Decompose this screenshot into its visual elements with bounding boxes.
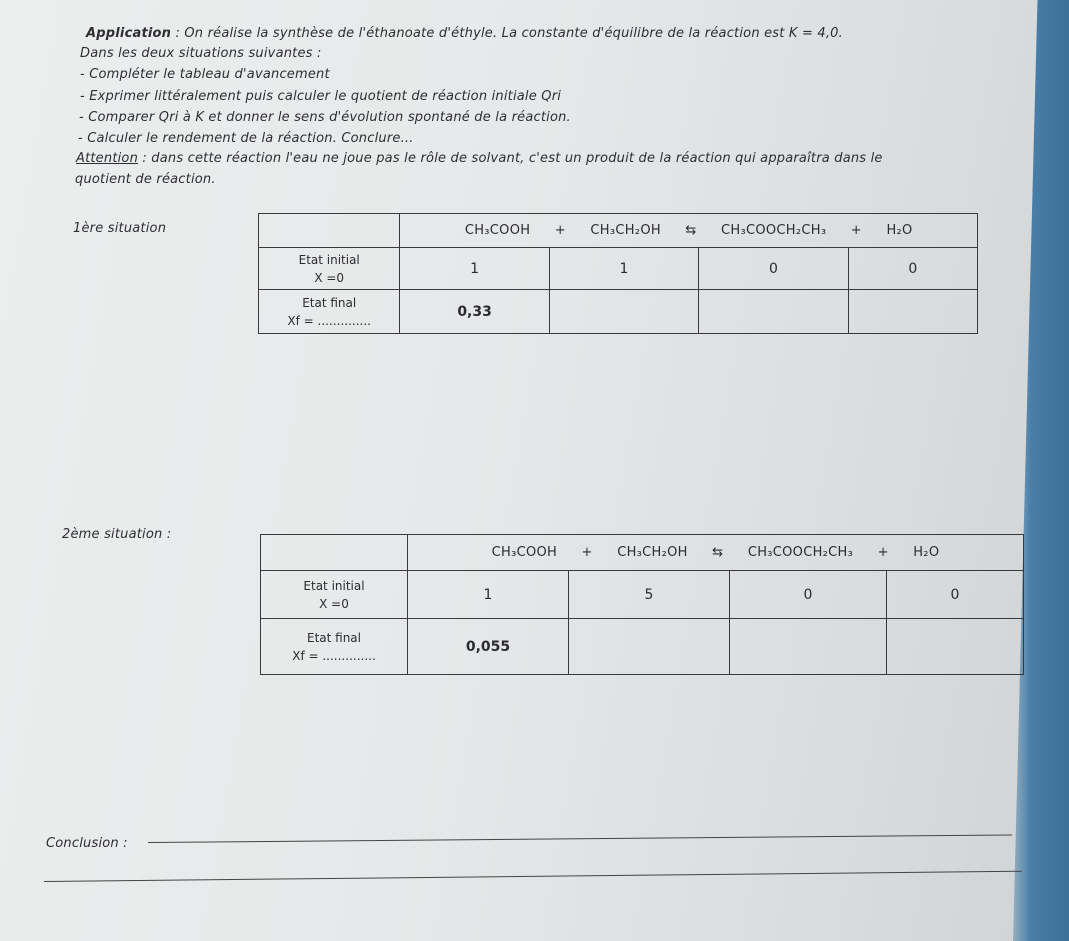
situation-2-label: 2ème situation : xyxy=(62,527,172,542)
intro-line-2: Dans les deux situations suivantes : xyxy=(80,46,322,61)
initial-state-cell xyxy=(259,248,400,290)
bullet-3: - Comparer Qri à K et donner le sens d'évolution spontané de la réaction. xyxy=(79,110,571,125)
equilibrium-arrow-icon: ⇆ xyxy=(685,223,697,238)
situation-1-label: 1ère situation xyxy=(73,221,167,236)
final-value-blank[interactable] xyxy=(569,619,730,675)
attention-continued: quotient de réaction. xyxy=(75,172,216,187)
equilibrium-arrow-icon: ⇆ xyxy=(712,545,724,560)
initial-state-label: Etat initial xyxy=(298,252,360,267)
initial-value: 0 xyxy=(887,571,1024,619)
bullet-1: - Compléter le tableau d'avancement xyxy=(80,67,330,82)
reactant-alcohol: CH₃CH₂OH xyxy=(617,545,688,560)
final-state-cell xyxy=(261,619,408,675)
final-state-label: Etat final xyxy=(302,295,357,310)
final-value-blank[interactable] xyxy=(848,290,977,334)
initial-state-label: Etat initial xyxy=(303,578,365,593)
reactant-acid: CH₃COOH xyxy=(491,545,558,560)
plus-sign: + xyxy=(581,545,593,560)
reactant-acid: CH₃COOH xyxy=(464,223,531,238)
initial-value: 0 xyxy=(730,571,887,619)
final-value-blank[interactable] xyxy=(549,290,698,334)
equation-row xyxy=(400,214,978,248)
final-state-cell xyxy=(259,290,400,334)
final-value: 0,055 xyxy=(408,619,569,675)
initial-value: 1 xyxy=(549,248,698,290)
plus-sign: + xyxy=(850,223,862,238)
plus-sign: + xyxy=(554,223,566,238)
attention-label: Attention xyxy=(76,151,139,166)
product-ester: CH₃COOCH₂CH₃ xyxy=(721,223,827,238)
bullet-4: - Calculer le rendement de la réaction. Conclure... xyxy=(78,131,414,146)
initial-x: X =0 xyxy=(319,596,349,611)
product-water: H₂O xyxy=(886,223,913,238)
initial-value: 5 xyxy=(569,571,730,619)
application-text: : On réalise la synthèse de l'éthanoate d'éthyle. La constante d'équilibre de la réaction est K = 4,0. xyxy=(171,26,843,41)
final-value: 0,33 xyxy=(400,290,549,334)
product-ester: CH₃COOCH₂CH₃ xyxy=(747,545,854,560)
initial-value: 1 xyxy=(400,248,549,290)
final-value-blank[interactable] xyxy=(699,290,848,334)
attention-line xyxy=(76,151,883,166)
conclusion-label: Conclusion : xyxy=(46,836,128,851)
final-x-blank[interactable]: Xf = .............. xyxy=(292,648,376,663)
final-x-blank[interactable]: Xf = .............. xyxy=(287,313,371,328)
final-state-label: Etat final xyxy=(306,630,361,645)
product-water: H₂O xyxy=(913,545,940,560)
reactant-alcohol: CH₃CH₂OH xyxy=(590,223,661,238)
situation-2-table xyxy=(260,534,1024,675)
equation-row xyxy=(408,535,1024,571)
initial-state-cell xyxy=(261,571,408,619)
plus-sign: + xyxy=(877,545,889,560)
initial-x: X =0 xyxy=(314,270,345,285)
situation-1-table xyxy=(258,213,978,334)
initial-value: 0 xyxy=(848,248,977,290)
initial-value: 0 xyxy=(699,248,848,290)
application-label: Application xyxy=(86,26,172,41)
intro-line-1 xyxy=(86,26,843,41)
attention-text: : dans cette réaction l'eau ne joue pas le rôle de solvant, c'est un produit de la réaction qui apparaîtra dans le xyxy=(138,151,883,166)
bullet-2: - Exprimer littéralement puis calculer le quotient de réaction initiale Qri xyxy=(80,89,562,104)
final-value-blank[interactable] xyxy=(730,619,887,675)
initial-value: 1 xyxy=(408,571,569,619)
final-value-blank[interactable] xyxy=(887,619,1024,675)
